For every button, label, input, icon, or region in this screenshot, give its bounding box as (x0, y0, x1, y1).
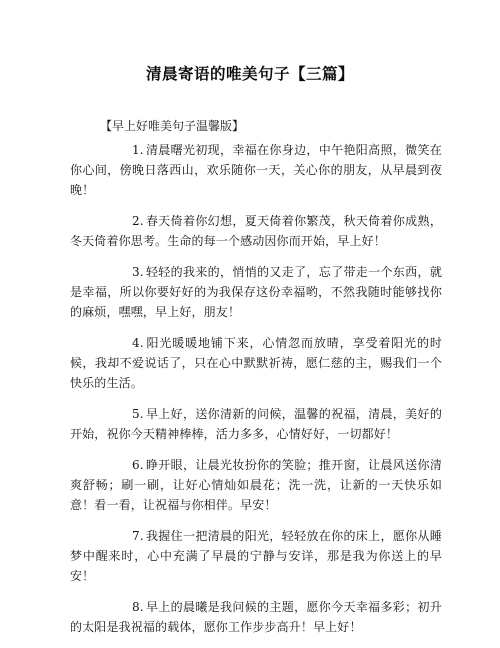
entry-text: 早上的晨曦是我问候的主题，愿你今天幸福多彩；初升的太阳是我祝福的载体，愿你工作步步高升！早上好！ (70, 600, 442, 634)
list-item (70, 333, 442, 393)
entry-number: 8. (132, 600, 144, 614)
list-item (70, 211, 442, 251)
entry-number: 4. (132, 336, 144, 350)
entry-text: 春天倚着你幻想，夏天倚着你繁茂，秋天倚着你成熟，冬天倚着你思考。生命的每一个感动因你而开始，早上好！ (70, 214, 442, 248)
entry-number: 5. (132, 407, 144, 421)
section-heading: 【早上好唯美句子温馨版】 (100, 119, 245, 133)
entry-number: 6. (132, 458, 144, 472)
entry-text: 阳光暖暖地铺下来，心情忽而放晴，享受着阳光的时候，我却不爱说话了，只在心中默默祈祷，愿仁慈的主，赐我们一个快乐的生活。 (70, 336, 442, 390)
entry-number: 1. (132, 143, 144, 157)
list-item (70, 455, 442, 515)
entry-list (70, 140, 442, 648)
list-item (70, 597, 442, 637)
entry-text: 清晨曙光初现，幸福在你身边，中午艳阳高照，微笑在你心间，傍晚日落西山，欢乐随你一天，关心你的朋友，从早晨到夜晚！ (70, 143, 442, 197)
entry-number: 7. (132, 529, 144, 543)
entry-text: 早上好，送你清新的问候，温馨的祝福，清晨，美好的开始，祝你今天精神棒棒，活力多多，心情好好，一切都好！ (70, 407, 442, 441)
entry-text: 睁开眼，让晨光妆扮你的笑脸；推开窗，让晨风送你清爽舒畅；刷一刷，让好心情灿如晨花；洗一洗，让新的一天快乐如意！看一看，让祝福与你相伴。早安！ (70, 458, 442, 512)
entry-number: 3. (132, 265, 144, 279)
document-title: 清晨寄语的唯美句子【三篇】 (145, 65, 354, 83)
list-item (70, 262, 442, 322)
entry-text: 轻轻的我来的，悄悄的又走了，忘了带走一个东西，就是幸福，所以你要好好的为我保存这份幸福哟，不然我随时能够找你的麻烦，嘿嘿，早上好，朋友！ (70, 265, 442, 319)
list-item (70, 526, 442, 586)
entry-number: 2. (132, 214, 144, 228)
entry-text: 我握住一把清晨的阳光，轻轻放在你的床上，愿你从睡梦中醒来时，心中充满了早晨的宁静与安详，那是我为你送上的早安！ (70, 529, 442, 583)
list-item (70, 140, 442, 200)
list-item (70, 404, 442, 444)
